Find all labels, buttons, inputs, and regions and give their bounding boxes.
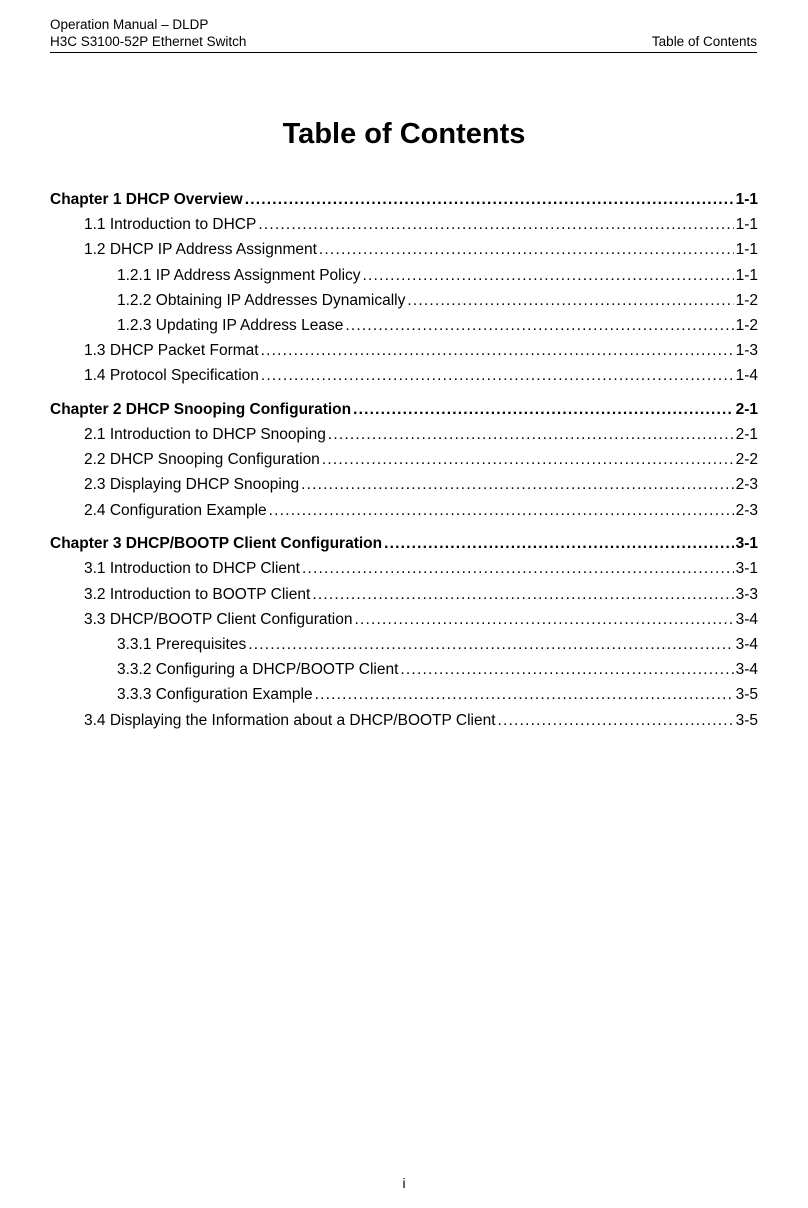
toc-entry-title: 3.3.3 Configuration Example [117, 686, 313, 704]
toc-entry-title: 1.2.3 Updating IP Address Lease [117, 316, 344, 334]
toc-leader-dots [319, 237, 734, 262]
toc-leader-dots [269, 498, 734, 523]
toc-leader-dots [258, 212, 733, 237]
toc-leader-dots [302, 556, 734, 581]
toc-leader-dots [384, 531, 733, 556]
toc-entry-3-3-1[interactable] [50, 632, 758, 657]
toc-leader-dots [345, 313, 733, 338]
toc-entry-3-3-2[interactable] [50, 657, 758, 682]
toc-page-number: 1-1 [735, 216, 758, 234]
toc-entry-title: Chapter 3 DHCP/BOOTP Client Configuration [50, 535, 383, 553]
toc-entry-title: Chapter 1 DHCP Overview [50, 191, 243, 208]
toc-page-number: 2-1 [735, 426, 758, 444]
toc-page-number: 1-1 [735, 266, 758, 284]
page-number-footer: i [402, 1175, 406, 1191]
toc-page-number: 1-4 [735, 367, 758, 385]
toc-page-number: 2-3 [735, 501, 758, 519]
toc-entry-title: 1.2.2 Obtaining IP Addresses Dynamically [117, 291, 406, 309]
toc-leader-dots [312, 582, 733, 607]
toc-entry-title: 3.3 DHCP/BOOTP Client Configuration [84, 610, 353, 628]
toc-leader-dots [355, 607, 734, 632]
toc-page-number: 3-3 [735, 585, 758, 603]
toc-leader-dots [407, 288, 733, 313]
toc-entry-title: 1.4 Protocol Specification [84, 367, 259, 385]
toc-entry-1-2-3[interactable] [50, 313, 758, 338]
toc-page-number: 3-4 [735, 635, 758, 653]
toc-entry-title: 1.3 DHCP Packet Format [84, 342, 259, 360]
toc-entry-3-1[interactable] [50, 556, 758, 581]
toc-entry-title: 2.4 Configuration Example [84, 501, 267, 519]
toc-entry-title: 1.2 DHCP IP Address Assignment [84, 241, 317, 259]
header-left [50, 16, 246, 50]
toc-leader-dots [363, 263, 734, 288]
toc-chapter-3[interactable] [50, 531, 758, 556]
toc-entry-title: 3.3.2 Configuring a DHCP/BOOTP Client [117, 661, 399, 679]
toc-leader-dots [322, 447, 734, 472]
toc-page-number: 1-2 [735, 316, 758, 334]
toc-page-number: 1-2 [735, 291, 758, 309]
toc-entry-2-4[interactable] [50, 498, 758, 523]
toc-page-number: 3-5 [735, 686, 758, 704]
page-title: Table of Contents [282, 118, 526, 150]
toc-entry-title: 2.2 DHCP Snooping Configuration [84, 451, 320, 469]
toc-leader-dots [301, 472, 733, 497]
toc-entry-1-3[interactable] [50, 338, 758, 363]
toc-leader-dots [245, 187, 734, 212]
toc-entry-2-3[interactable] [50, 472, 758, 497]
toc-entry-title: 1.1 Introduction to DHCP [84, 216, 257, 234]
toc-leader-dots [261, 338, 734, 363]
toc-leader-dots [328, 422, 734, 447]
toc-entry-2-1[interactable] [50, 422, 758, 447]
toc-page-number: 3-4 [735, 610, 758, 628]
toc-entry-title: 3.3.1 Prerequisites [117, 635, 247, 653]
header-manual-title: Operation Manual – DLDP [50, 17, 209, 32]
toc-entry-title: 1.2.1 IP Address Assignment Policy [117, 266, 361, 284]
toc-entry-3-4[interactable] [50, 708, 758, 733]
toc-entry-title: 3.2 Introduction to BOOTP Client [84, 585, 311, 603]
page-header [50, 16, 757, 53]
toc-page-number: 3-5 [735, 711, 758, 729]
toc-entry-1-2-1[interactable] [50, 263, 758, 288]
table-of-contents [50, 187, 758, 733]
toc-leader-dots [400, 657, 733, 682]
toc-leader-dots [353, 397, 734, 422]
toc-entry-title: Chapter 2 DHCP Snooping Configuration [50, 400, 352, 418]
toc-leader-dots [498, 708, 734, 733]
toc-leader-dots [261, 363, 734, 388]
toc-page-number: 2-1 [735, 400, 758, 418]
toc-page-number: 3-1 [735, 560, 758, 578]
toc-entry-1-4[interactable] [50, 363, 758, 388]
header-product-name: H3C S3100-52P Ethernet Switch [50, 34, 247, 49]
toc-entry-1-2[interactable] [50, 237, 758, 262]
toc-entry-title: 2.1 Introduction to DHCP Snooping [84, 426, 326, 444]
toc-entry-2-2[interactable] [50, 447, 758, 472]
toc-entry-1-1[interactable] [50, 212, 758, 237]
toc-leader-dots [248, 632, 733, 657]
toc-page-number: 1-1 [735, 191, 758, 208]
toc-page-number: 3-4 [735, 661, 758, 679]
toc-entry-3-2[interactable] [50, 582, 758, 607]
toc-page-number: 3-1 [735, 535, 758, 553]
toc-page-number: 2-3 [735, 476, 758, 494]
toc-entry-title: 3.4 Displaying the Information about a DHCP/BOOTP Client [84, 711, 496, 729]
toc-entry-title: 2.3 Displaying DHCP Snooping [84, 476, 300, 494]
toc-page-number: 1-3 [735, 342, 758, 360]
header-section-title: Table of Contents [651, 34, 757, 49]
toc-chapter-1[interactable] [50, 187, 758, 212]
toc-entry-3-3-3[interactable] [50, 682, 758, 707]
toc-entry-3-3[interactable] [50, 607, 758, 632]
toc-page-number: 1-1 [735, 241, 758, 259]
toc-page-number: 2-2 [735, 451, 758, 469]
toc-leader-dots [315, 682, 734, 707]
toc-chapter-2[interactable] [50, 397, 758, 422]
toc-entry-title: 3.1 Introduction to DHCP Client [84, 560, 300, 578]
toc-entry-1-2-2[interactable] [50, 288, 758, 313]
